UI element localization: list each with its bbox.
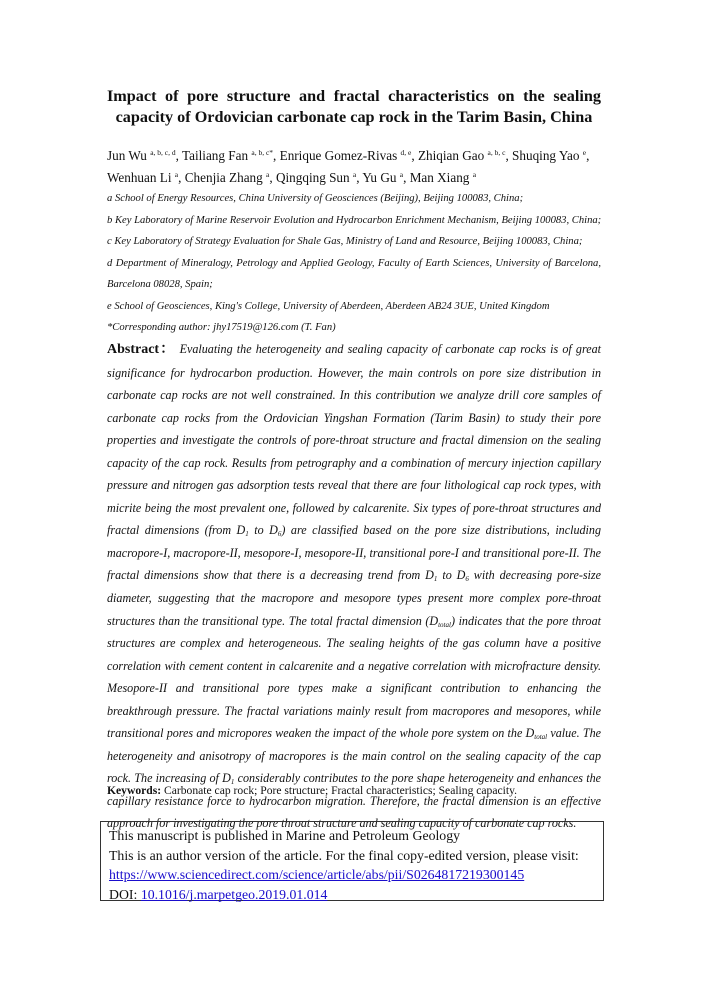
abstract: [107, 338, 601, 835]
abstract-label: Abstract：: [107, 342, 176, 357]
abstract-text: ) are classified based on the pore size distributions, including macropore-I, macropore-II, mesopore-I, mesopore-II, transitional pore-I and transitional pore-II. The fractal dimensions show that there is a decreasing trend from D: [107, 523, 601, 583]
author-separator: ,: [356, 170, 363, 185]
author-separator: ,: [505, 148, 513, 163]
author-name: Wenhuan Li: [107, 170, 175, 185]
abstract-text: ) indicates that the pore throat structures are complex and heterogeneous. The sealing heights of the gas column have a positive correlation with cement content in calcarenite and a negative correlation with microfracture density. Mesopore-II and transitional pore types make a significant contribution to enhancing the breakthrough pressure. The fractal variations mainly result from macropores and mesopores, while transitional pores and micropores weaken the impact of the whole pore system on the D: [107, 613, 601, 741]
affiliation-c: c Key Laboratory of Strategy Evaluation for Shale Gas, Ministry of Land and Resource, Beijing 100083, China;: [107, 236, 583, 247]
abstract-subscript: total: [438, 620, 451, 629]
keywords: [107, 784, 517, 797]
abstract-text: considerably contributes to the pore shape heterogeneity and enhances the capillary resistance force to hydrocarbon migration. Therefore, the fractal dimension is an effective approach for investigating the pore throat structure and sealing capacity of carbonate cap rocks.: [107, 771, 602, 831]
abstract-text: value. The heterogeneity and anisotropy of macropores is the main control on the sealing capacity of the cap rock. The increasing of D: [107, 726, 601, 786]
author-affiliation-marker: a, b, c, d: [150, 148, 176, 157]
author-separator: ,: [403, 170, 410, 185]
abstract-text: to D: [437, 568, 466, 583]
doi-label: DOI:: [109, 886, 141, 902]
author-affiliation-marker: d, e: [400, 148, 412, 157]
abstract-text: Evaluating the heterogeneity and sealing capacity of carbonate cap rocks is of great significance for hydrocarbon production. However, the main controls on pore size distribution in carbonate cap rocks are not well constrained. In this contribution we analyze drill core samples of carbonate cap rocks from the Ordovician Yingshan Formation (Tarim Basin) to study their pore properties and investigate the controls of pore-throat structure and fractal dimension on the sealing capacity of the cap rock. Results from petrography and a combination of mercury injection capillary pressure and nitrogen gas adsorption tests reveal that there are four lithological cap rock types, with micrite being the most prevalent one, followed by calcarenite. Six types of pore-throat structures and fractal dimensions (from D: [107, 342, 601, 538]
author-separator: ,: [178, 170, 185, 185]
author-separator: ,: [273, 148, 280, 163]
author-separator: ,: [175, 148, 182, 163]
author-name: Chenjia Zhang: [184, 170, 267, 185]
corresponding-author: *Corresponding author: jhy17519@126.com (T. Fan): [107, 322, 336, 333]
author-separator: ,: [269, 170, 276, 185]
affiliation-d: d Department of Mineralogy, Petrology and Applied Geology, Faculty of Earth Sciences, University of Barcelona, Barcelona 08028, Spain;: [107, 257, 601, 290]
paper-title: Impact of pore structure and fractal characteristics on the sealing capacity of Ordovician carbonate cap rock in the Tarim Basin, China: [107, 87, 601, 126]
abstract-subscript: 1: [245, 530, 249, 539]
author-list: [107, 145, 601, 189]
author-separator: ,: [411, 148, 418, 163]
author-name: Man Xiang: [409, 170, 473, 185]
notice-line-2: This is an author version of the article. For the final copy-edited version, please visit:: [109, 847, 579, 863]
abstract-subscript: 6: [277, 530, 282, 539]
abstract-subscript: total: [534, 733, 548, 742]
author-affiliation-marker: a, b, c: [487, 148, 506, 157]
author-name: Jun Wu: [107, 148, 151, 163]
author-affiliation-marker: a: [266, 170, 270, 179]
author-separator: ,: [586, 148, 590, 163]
author-affiliation-marker: a: [472, 170, 477, 179]
author-affiliation-marker: a: [399, 170, 404, 179]
keywords-label: Keywords:: [107, 784, 162, 797]
author-name: Qingqing Sun: [275, 170, 353, 185]
abstract-subscript: 1: [230, 778, 235, 787]
abstract-text: with decreasing pore-size diameter, suggesting that the macropore and mesopore types present more complex pore-throat structures than the transitional type. The total fractal dimension (D: [107, 568, 601, 628]
author-name: Shuqing Yao: [512, 148, 583, 163]
author-name: Yu Gu: [362, 170, 400, 185]
affiliation-b: b Key Laboratory of Marine Reservoir Evolution and Hydrocarbon Enrichment Mechanism, Beijing 100083, China;: [107, 214, 602, 226]
author-affiliation-marker: a, b, c*: [251, 148, 274, 157]
author-name: Tailiang Fan: [181, 148, 252, 163]
publication-notice: [100, 821, 604, 901]
author-name: Enrique Gomez-Rivas: [279, 148, 401, 163]
keywords-text: Carbonate cap rock; Pore structure; Fractal characteristics; Sealing capacity.: [161, 784, 518, 797]
author-affiliation-marker: a: [174, 170, 179, 179]
affiliations: [107, 188, 601, 339]
affiliation-a: a School of Energy Resources, China University of Geosciences (Beijing), Beijing 100083, China;: [107, 193, 524, 204]
article-url-link[interactable]: https://www.sciencedirect.com/science/article/abs/pii/S0264817219300145: [109, 867, 525, 883]
abstract-subscript: 6: [465, 575, 469, 584]
author-affiliation-marker: e: [582, 148, 587, 157]
author-affiliation-marker: a: [352, 170, 357, 179]
affiliation-e: e School of Geosciences, King's College, University of Aberdeen, Aberdeen AB24 3UE, United Kingdom: [107, 300, 550, 312]
abstract-text: to D: [248, 523, 278, 538]
abstract-subscript: 1: [433, 575, 438, 584]
author-name: Zhiqian Gao: [417, 148, 488, 163]
notice-line-1: This manuscript is published in Marine and Petroleum Geology: [109, 828, 460, 843]
doi-link[interactable]: 10.1016/j.marpetgeo.2019.01.014: [140, 886, 328, 902]
